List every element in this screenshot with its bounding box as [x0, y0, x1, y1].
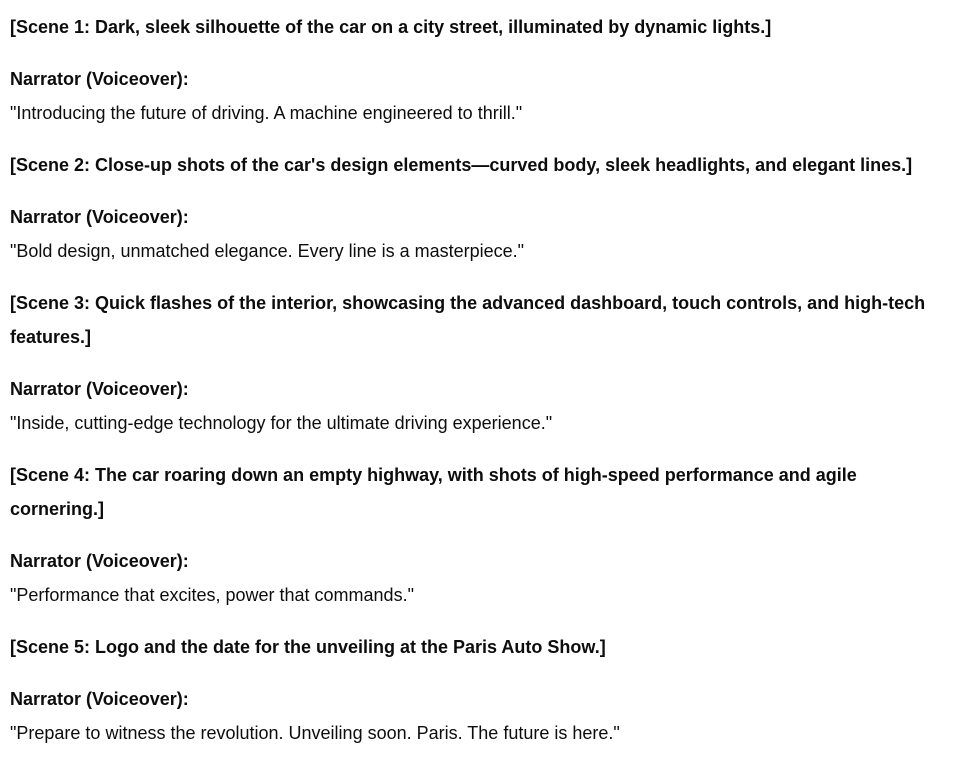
voiceover-line: "Bold design, unmatched elegance. Every line is a masterpiece." — [10, 241, 525, 261]
scene-direction-2: [Scene 2: Close-up shots of the car's design elements—curved body, sleek headlights, and elegant lines.] — [10, 155, 913, 175]
voiceover-line: "Introducing the future of driving. A machine engineered to thrill." — [10, 103, 523, 123]
narration-2 — [10, 200, 947, 268]
voiceover-line: "Performance that excites, power that commands." — [10, 585, 414, 605]
speaker-label: Narrator (Voiceover): — [10, 379, 189, 399]
narration-3 — [10, 372, 947, 440]
speaker-label: Narrator (Voiceover): — [10, 207, 189, 227]
voiceover-line: "Inside, cutting-edge technology for the ultimate driving experience." — [10, 413, 553, 433]
scene-direction-3: [Scene 3: Quick flashes of the interior, showcasing the advanced dashboard, touch controls, and high-tech features.] — [10, 293, 926, 347]
scene-direction-5: [Scene 5: Logo and the date for the unveiling at the Paris Auto Show.] — [10, 637, 606, 657]
narration-5 — [10, 682, 947, 750]
narration-1 — [10, 62, 947, 130]
speaker-label: Narrator (Voiceover): — [10, 551, 189, 571]
narration-4 — [10, 544, 947, 612]
scene-direction-4: [Scene 4: The car roaring down an empty highway, with shots of high-speed performance and agile cornering.] — [10, 465, 857, 519]
speaker-label: Narrator (Voiceover): — [10, 69, 189, 89]
speaker-label: Narrator (Voiceover): — [10, 689, 189, 709]
scene-direction-1: [Scene 1: Dark, sleek silhouette of the car on a city street, illuminated by dynamic lights.] — [10, 17, 772, 37]
voiceover-line: "Prepare to witness the revolution. Unveiling soon. Paris. The future is here." — [10, 723, 620, 743]
